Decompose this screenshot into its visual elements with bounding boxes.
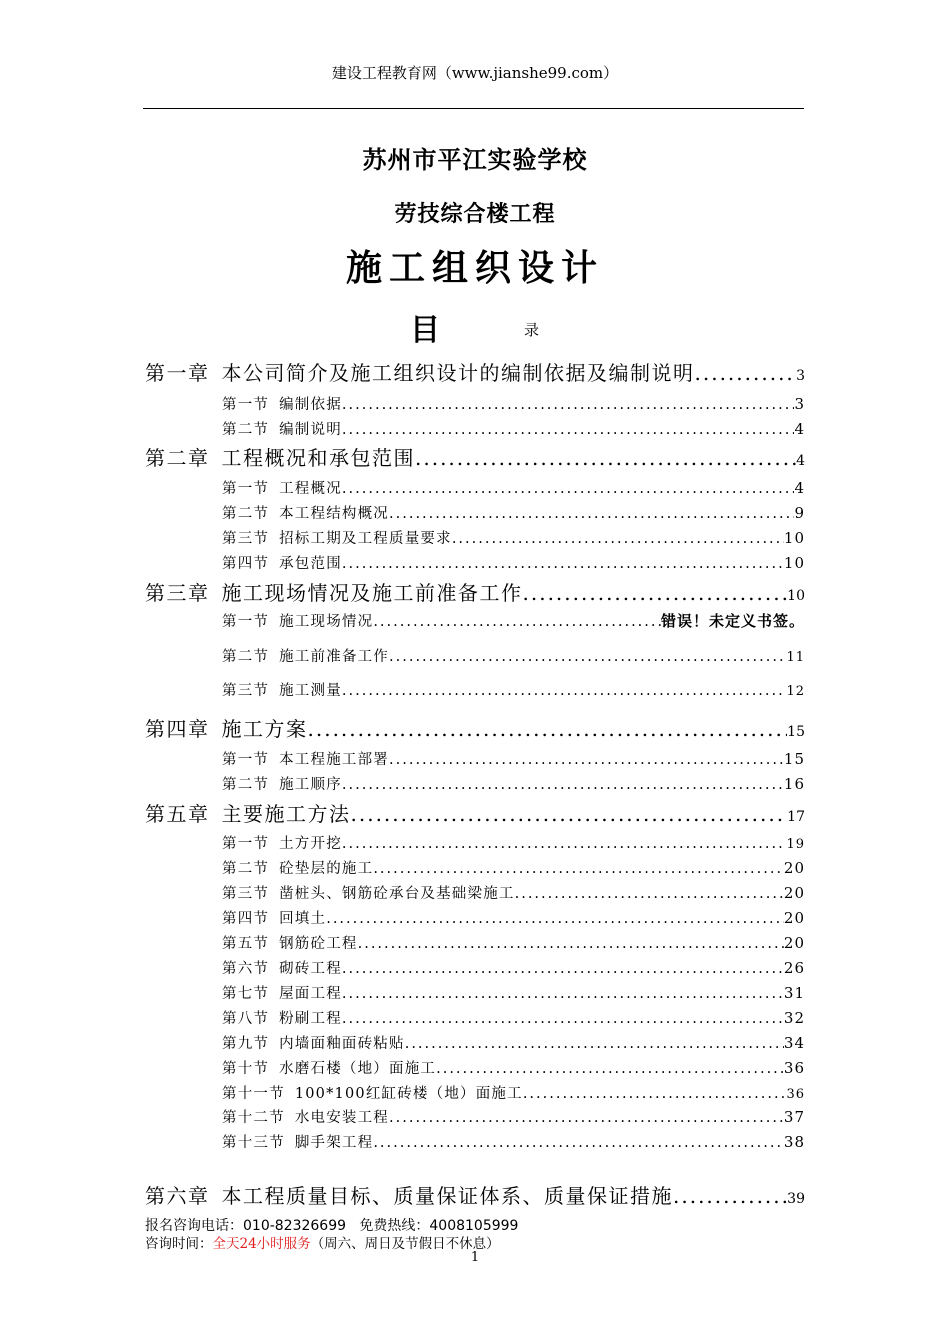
- toc-section-entry[interactable]: [222, 832, 805, 853]
- toc-leader-dots: [389, 1110, 784, 1126]
- toc-page-number: 15: [783, 750, 805, 768]
- toc-entry-label: [222, 1057, 436, 1078]
- toc-entry-text: 砼垫层的施工: [279, 861, 374, 877]
- toc-leader-dots: [342, 481, 795, 497]
- toc-leader-dots: [373, 1135, 784, 1151]
- toc-entry-number: 第七节: [222, 986, 270, 1002]
- toc-section-entry[interactable]: [222, 502, 805, 523]
- toc-leader-dots: [695, 361, 797, 385]
- toc-entry-label: [222, 393, 342, 414]
- toc-entry-text: 施工方案: [221, 717, 308, 741]
- toc-entry-text: 承包范围: [279, 556, 342, 572]
- hotline-label: 免费热线：: [359, 1218, 430, 1234]
- toc-page-number: 20: [783, 934, 805, 952]
- toc-entry-number: 第十一节: [222, 1086, 285, 1102]
- toc-entry-text: 本公司简介及施工组织设计的编制依据及编制说明: [221, 361, 695, 385]
- toc-page-number: 20: [783, 859, 805, 877]
- toc-section-entry[interactable]: [222, 932, 805, 953]
- toc-leader-dots: [358, 936, 784, 952]
- toc-page-number: 31: [783, 984, 805, 1002]
- toc-chapter-entry[interactable]: [145, 798, 805, 827]
- toc-entry-number: 第二章: [145, 446, 210, 470]
- toc-entry-text: 回填土: [279, 911, 327, 927]
- toc-section-entry[interactable]: [222, 527, 805, 548]
- toc-entry-text: 凿桩头、钢筋砼承台及基础梁施工: [279, 886, 515, 902]
- toc-leader-dots: [389, 649, 786, 665]
- toc-leader-dots: [389, 506, 794, 522]
- toc-leader-dots: [308, 717, 788, 741]
- toc-entry-text: 招标工期及工程质量要求: [279, 531, 452, 547]
- page-header: 建设工程教育网（www.jianshe99.com）: [331, 64, 619, 82]
- toc-page-number: 17: [787, 809, 805, 825]
- toc-leader-dots: [342, 777, 784, 793]
- project-title: 劳技综合楼工程: [394, 201, 556, 227]
- toc-entry-number: 第五节: [222, 936, 270, 952]
- toc-entry-text: 本工程结构概况: [279, 506, 390, 522]
- toc-section-entry[interactable]: [222, 645, 805, 666]
- toc-leader-dots: [342, 961, 784, 977]
- toc-leader-dots: [373, 614, 661, 630]
- toc-entry-text: 工程概况: [279, 481, 342, 497]
- footer-hours: [145, 1232, 500, 1252]
- toc-section-entry[interactable]: [222, 1057, 805, 1078]
- toc-entry-label: [145, 1180, 673, 1209]
- toc-entry-number: 第九节: [222, 1036, 270, 1052]
- toc-page-number: 20: [783, 909, 805, 927]
- toc-page-number: 19: [786, 837, 805, 852]
- toc-page-number: 38: [783, 1133, 805, 1151]
- toc-entry-label: [222, 679, 342, 700]
- toc-entry-text: 脚手架工程: [294, 1135, 374, 1151]
- toc-page-number: 4: [796, 453, 805, 469]
- hours-note: （周六、周日及节假日不休息）: [310, 1236, 500, 1252]
- toc-entry-number: 第一节: [222, 397, 270, 413]
- toc-page-number: 36: [783, 1059, 805, 1077]
- toc-section-entry[interactable]: [222, 1082, 805, 1103]
- toc-chapter-entry[interactable]: [145, 357, 805, 386]
- toc-entry-number: 第二节: [222, 861, 270, 877]
- phone-number: 010-82326699: [243, 1218, 347, 1234]
- toc-entry-text: 施工前准备工作: [279, 649, 390, 665]
- toc-section-entry[interactable]: [222, 1131, 805, 1152]
- service-hours: 全天24小时服务: [212, 1236, 311, 1252]
- toc-leader-dots: [342, 422, 795, 438]
- toc-entry-label: [222, 1106, 389, 1127]
- hours-label: 咨询时间：: [145, 1236, 213, 1252]
- toc-entry-label: [222, 1007, 342, 1028]
- toc-entry-number: 第二节: [222, 506, 270, 522]
- toc-entry-label: [222, 477, 342, 498]
- toc-page-number: 11: [786, 650, 805, 665]
- toc-page-number: 20: [783, 884, 805, 902]
- toc-section-entry[interactable]: [222, 610, 805, 631]
- toc-entry-label: [222, 907, 326, 928]
- toc-section-entry[interactable]: [222, 882, 805, 903]
- toc-chapter-entry[interactable]: [145, 442, 805, 471]
- toc-entry-text: 本工程质量目标、质量保证体系、质量保证措施: [221, 1184, 673, 1208]
- toc-entry-number: 第三章: [145, 581, 210, 605]
- toc-page-number: 16: [783, 775, 805, 793]
- toc-chapter-entry[interactable]: [145, 713, 805, 742]
- toc-entry-text: 施工顺序: [279, 777, 342, 793]
- toc-leader-dots: [342, 683, 787, 699]
- hotline-number: 4008105999: [429, 1218, 519, 1234]
- toc-chapter-entry[interactable]: [145, 1180, 805, 1209]
- toc-entry-label: [222, 1032, 405, 1053]
- toc-section-entry[interactable]: [222, 982, 805, 1003]
- toc-leader-dots: [373, 861, 784, 877]
- header-rule: [143, 108, 804, 109]
- toc-section-entry[interactable]: [222, 748, 805, 769]
- toc-leader-dots: [351, 802, 788, 826]
- toc-entry-number: 第二节: [222, 777, 270, 793]
- toc-entry-text: 砌砖工程: [279, 961, 342, 977]
- toc-entry-label: [222, 645, 389, 666]
- toc-page-number: 9: [794, 504, 805, 522]
- toc-leader-dots: [342, 836, 787, 852]
- toc-page-number: 4: [794, 479, 805, 497]
- toc-entry-text: 施工现场情况: [279, 614, 374, 630]
- toc-entry-label: [145, 357, 695, 386]
- toc-entry-label: [222, 748, 389, 769]
- toc-section-entry[interactable]: [222, 857, 805, 878]
- toc-entry-label: [222, 857, 373, 878]
- toc-entry-number: 第四节: [222, 911, 270, 927]
- toc-leader-dots: [515, 886, 784, 902]
- toc-entry-number: 第八节: [222, 1011, 270, 1027]
- toc-entry-number: 第一节: [222, 836, 270, 852]
- toc-page-number: 39: [787, 1191, 805, 1207]
- toc-page-number: 10: [783, 529, 805, 547]
- toc-entry-number: 第一章: [145, 361, 210, 385]
- toc-section-entry[interactable]: [222, 773, 805, 794]
- toc-section-entry[interactable]: [222, 907, 805, 928]
- toc-entry-number: 第二节: [222, 422, 270, 438]
- toc-entry-text: 屋面工程: [279, 986, 342, 1002]
- toc-leader-dots: [523, 1086, 787, 1102]
- toc-leader-dots: [326, 911, 784, 927]
- toc-page-number: 10: [783, 554, 805, 572]
- toc-entry-label: [145, 798, 351, 827]
- toc-section-entry[interactable]: [222, 552, 805, 573]
- toc-entry-label: [222, 982, 342, 1003]
- toc-entry-number: 第三节: [222, 531, 270, 547]
- toc-entry-text: 100*100红缸砖楼（地）面施工: [294, 1086, 523, 1102]
- toc-section-entry[interactable]: [222, 957, 805, 978]
- toc-entry-label: [222, 882, 515, 903]
- toc-leader-dots: [405, 1036, 784, 1052]
- toc-entry-number: 第十二节: [222, 1110, 285, 1126]
- toc-entry-number: 第五章: [145, 802, 210, 826]
- toc-entry-label: [222, 527, 452, 548]
- toc-entry-number: 第十三节: [222, 1135, 285, 1151]
- toc-page-number: 15: [787, 724, 805, 740]
- toc-entry-label: [222, 773, 342, 794]
- toc-entry-label: [222, 932, 358, 953]
- toc-leader-dots: [415, 446, 796, 470]
- school-title: 苏州市平江实验学校: [362, 145, 588, 174]
- document-title: 施工组织设计: [345, 247, 604, 289]
- toc-entry-number: 第六章: [145, 1184, 210, 1208]
- page-number: 1: [470, 1250, 480, 1265]
- toc-page-number: 10: [787, 588, 805, 604]
- toc-entry-number: 第三节: [222, 886, 270, 902]
- toc-section-entry[interactable]: [222, 1032, 805, 1053]
- toc-entry-text: 钢筋砼工程: [279, 936, 358, 952]
- toc-page-number: 12: [786, 684, 805, 699]
- toc-leader-dots: [436, 1061, 784, 1077]
- toc-section-entry[interactable]: [222, 1106, 805, 1127]
- toc-chapter-entry[interactable]: [145, 577, 805, 606]
- toc-entry-number: 第一节: [222, 752, 270, 768]
- toc-entry-number: 第四节: [222, 556, 270, 572]
- toc-entry-number: 第一节: [222, 614, 270, 630]
- toc-leader-dots: [452, 531, 784, 547]
- toc-leader-dots: [342, 986, 784, 1002]
- toc-page-number: 32: [783, 1009, 805, 1027]
- toc-page-number: 3: [794, 395, 805, 413]
- toc-leader-dots: [342, 1011, 784, 1027]
- toc-entry-label: [222, 1082, 523, 1103]
- toc-entry-label: [222, 502, 389, 523]
- toc-entry-text: 内墙面釉面砖粘贴: [279, 1036, 405, 1052]
- toc-page-number: 错误！未定义书签。: [660, 612, 805, 630]
- toc-entry-text: 工程概况和承包范围: [221, 446, 415, 470]
- toc-entry-text: 本工程施工部署: [279, 752, 390, 768]
- toc-leader-dots: [673, 1184, 787, 1208]
- toc-leader-dots: [523, 581, 788, 605]
- toc-entry-label: [222, 610, 373, 631]
- toc-entry-label: [145, 577, 523, 606]
- toc-section-entry[interactable]: [222, 418, 805, 439]
- toc-entry-label: [145, 442, 415, 471]
- toc-section-entry[interactable]: [222, 1007, 805, 1028]
- toc-entry-number: 第六节: [222, 961, 270, 977]
- toc-page-number: 4: [794, 420, 805, 438]
- toc-section-entry[interactable]: [222, 477, 805, 498]
- toc-entry-text: 水磨石楼（地）面施工: [279, 1061, 437, 1077]
- toc-entry-text: 施工现场情况及施工前准备工作: [221, 581, 523, 605]
- toc-entry-text: 编制说明: [279, 422, 342, 438]
- toc-title-a: 目: [410, 313, 440, 348]
- toc-entry-number: 第四章: [145, 717, 210, 741]
- toc-page-number: 36: [786, 1087, 805, 1102]
- toc-entry-label: [222, 957, 342, 978]
- toc-section-entry[interactable]: [222, 679, 805, 700]
- toc-entry-number: 第一节: [222, 481, 270, 497]
- toc-entry-label: [222, 418, 342, 439]
- toc-page-number: 34: [783, 1034, 805, 1052]
- toc-page-number: 26: [783, 959, 805, 977]
- toc-entry-text: 主要施工方法: [221, 802, 351, 826]
- toc-entry-text: 编制依据: [279, 397, 342, 413]
- toc-entry-label: [222, 552, 342, 573]
- phone-label: 报名咨询电话：: [145, 1218, 243, 1234]
- toc-entry-text: 粉刷工程: [279, 1011, 342, 1027]
- toc-page-number: 37: [783, 1108, 805, 1126]
- toc-entry-number: 第三节: [222, 683, 270, 699]
- toc-page-number: 3: [796, 368, 805, 384]
- toc-entry-number: 第二节: [222, 649, 270, 665]
- toc-entry-text: 土方开挖: [279, 836, 342, 852]
- toc-leader-dots: [342, 556, 784, 572]
- toc-leader-dots: [389, 752, 784, 768]
- toc-entry-text: 施工测量: [279, 683, 342, 699]
- toc-entry-label: [222, 1131, 373, 1152]
- toc-section-entry[interactable]: [222, 393, 805, 414]
- toc-entry-label: [222, 832, 342, 853]
- toc-leader-dots: [342, 397, 795, 413]
- toc-entry-number: 第十节: [222, 1061, 270, 1077]
- toc-entry-text: 水电安装工程: [294, 1110, 390, 1126]
- toc-title-b: 录: [524, 321, 540, 339]
- toc-entry-label: [145, 713, 308, 742]
